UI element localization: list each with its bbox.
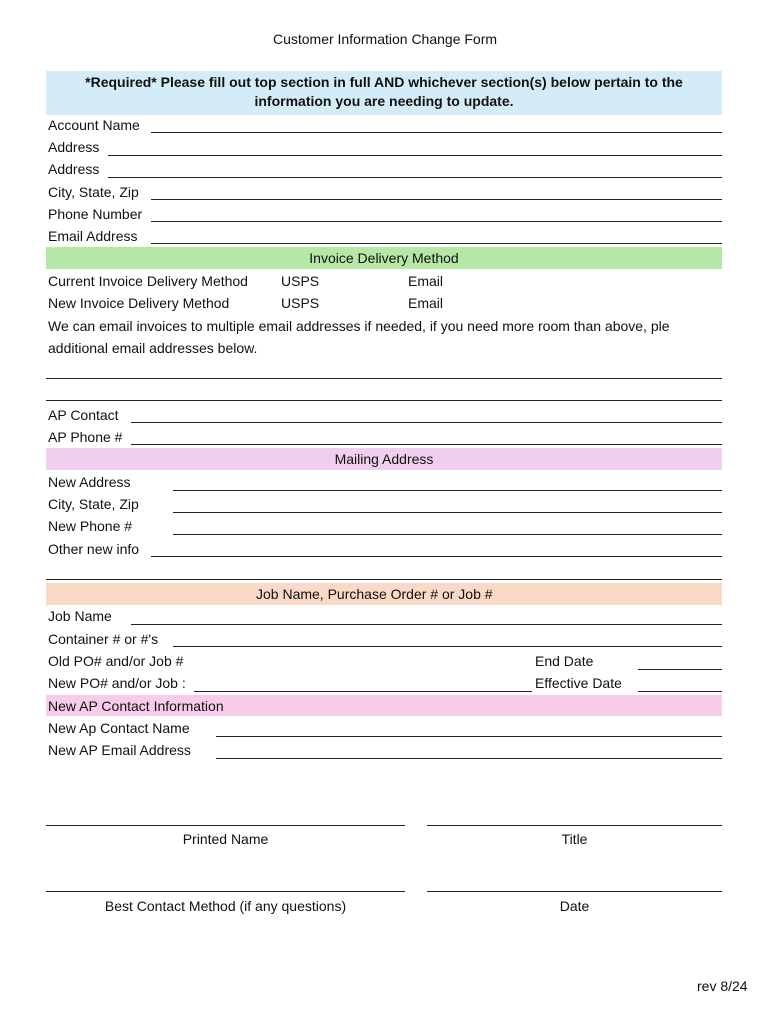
city-state-zip-field[interactable] [151,199,722,200]
address1-label: Address [48,139,100,155]
email-address-label: Email Address [48,228,138,244]
date-field[interactable] [427,891,722,892]
mailing-header: Mailing Address [334,451,434,467]
invoice-header-band [46,247,722,269]
end-date-label: End Date [535,653,594,669]
mailing-city-state-zip-label: City, State, Zip [48,496,139,512]
other-info-label: Other new info [48,541,140,557]
phone-number-field[interactable] [151,221,722,222]
new-usps-option[interactable]: USPS [281,295,320,311]
ap-contact-field[interactable] [131,422,722,423]
best-contact-label: Best Contact Method (if any questions) [104,898,347,914]
address2-field[interactable] [108,177,722,178]
new-phone-field[interactable] [173,534,722,535]
address2-label: Address [48,161,100,177]
new-ap-contact-name-label: New Ap Contact Name [48,720,190,736]
ap-phone-label: AP Phone # [48,429,123,445]
mailing-header-band [46,448,722,470]
best-contact-field[interactable] [46,891,405,892]
printed-name-field[interactable] [46,825,405,826]
new-invoice-method-label: New Invoice Delivery Method [48,295,230,311]
ap-contact-label: AP Contact [48,407,119,423]
other-info-field-2[interactable] [46,579,722,580]
new-ap-email-label: New AP Email Address [48,742,191,758]
job-name-field[interactable] [131,624,722,625]
invoice-header: Invoice Delivery Method [309,250,459,266]
ap-info-header: New AP Contact Information [48,698,224,714]
effective-date-label: Effective Date [535,675,622,691]
effective-date-field[interactable] [638,691,722,692]
new-po-field[interactable] [194,691,532,692]
end-date-field[interactable] [638,669,722,670]
ap-phone-field[interactable] [131,444,722,445]
other-info-field[interactable] [151,556,722,557]
form-title: Customer Information Change Form [272,31,498,47]
required-note-band [46,71,722,115]
invoice-note-line2: additional email addresses below. [48,340,258,356]
new-address-label: New Address [48,474,131,490]
new-email-option[interactable]: Email [408,295,444,311]
new-phone-label: New Phone # [48,518,133,534]
new-address-field[interactable] [173,490,722,491]
current-usps-option[interactable]: USPS [281,273,320,289]
current-invoice-method-label: Current Invoice Delivery Method [48,273,248,289]
required-note: *Required* Please fill out top section in full AND whichever section(s) below pertain to the information you are needing to update. [85,74,683,109]
additional-email-field-1[interactable] [46,378,722,379]
additional-email-field-2[interactable] [46,400,722,401]
job-name-label: Job Name [48,608,112,624]
printed-name-label: Printed Name [182,831,269,847]
invoice-note-line1: We can email invoices to multiple email addresses if needed, if you need more room than above, ple [48,318,670,334]
date-label: Date [559,898,590,914]
phone-number-label: Phone Number [48,206,143,222]
old-po-label: Old PO# and/or Job # [48,653,184,669]
ap-info-header-band [46,695,722,716]
job-header-band [46,583,722,605]
title-label: Title [561,831,588,847]
revision-label: rev 8/24 [697,978,748,994]
account-name-field[interactable] [151,132,722,133]
current-email-option[interactable]: Email [408,273,444,289]
job-header: Job Name, Purchase Order # or Job # [256,586,493,602]
title-field[interactable] [427,825,722,826]
container-label: Container # or #'s [48,631,159,647]
address1-field[interactable] [108,155,722,156]
mailing-city-state-zip-field[interactable] [173,512,722,513]
new-ap-email-field[interactable] [216,758,722,759]
new-ap-contact-name-field[interactable] [216,736,722,737]
container-field[interactable] [173,646,722,647]
account-name-label: Account Name [48,117,140,133]
city-state-zip-label: City, State, Zip [48,184,139,200]
email-address-field[interactable] [151,243,722,244]
new-po-label: New PO# and/or Job : [48,675,186,691]
